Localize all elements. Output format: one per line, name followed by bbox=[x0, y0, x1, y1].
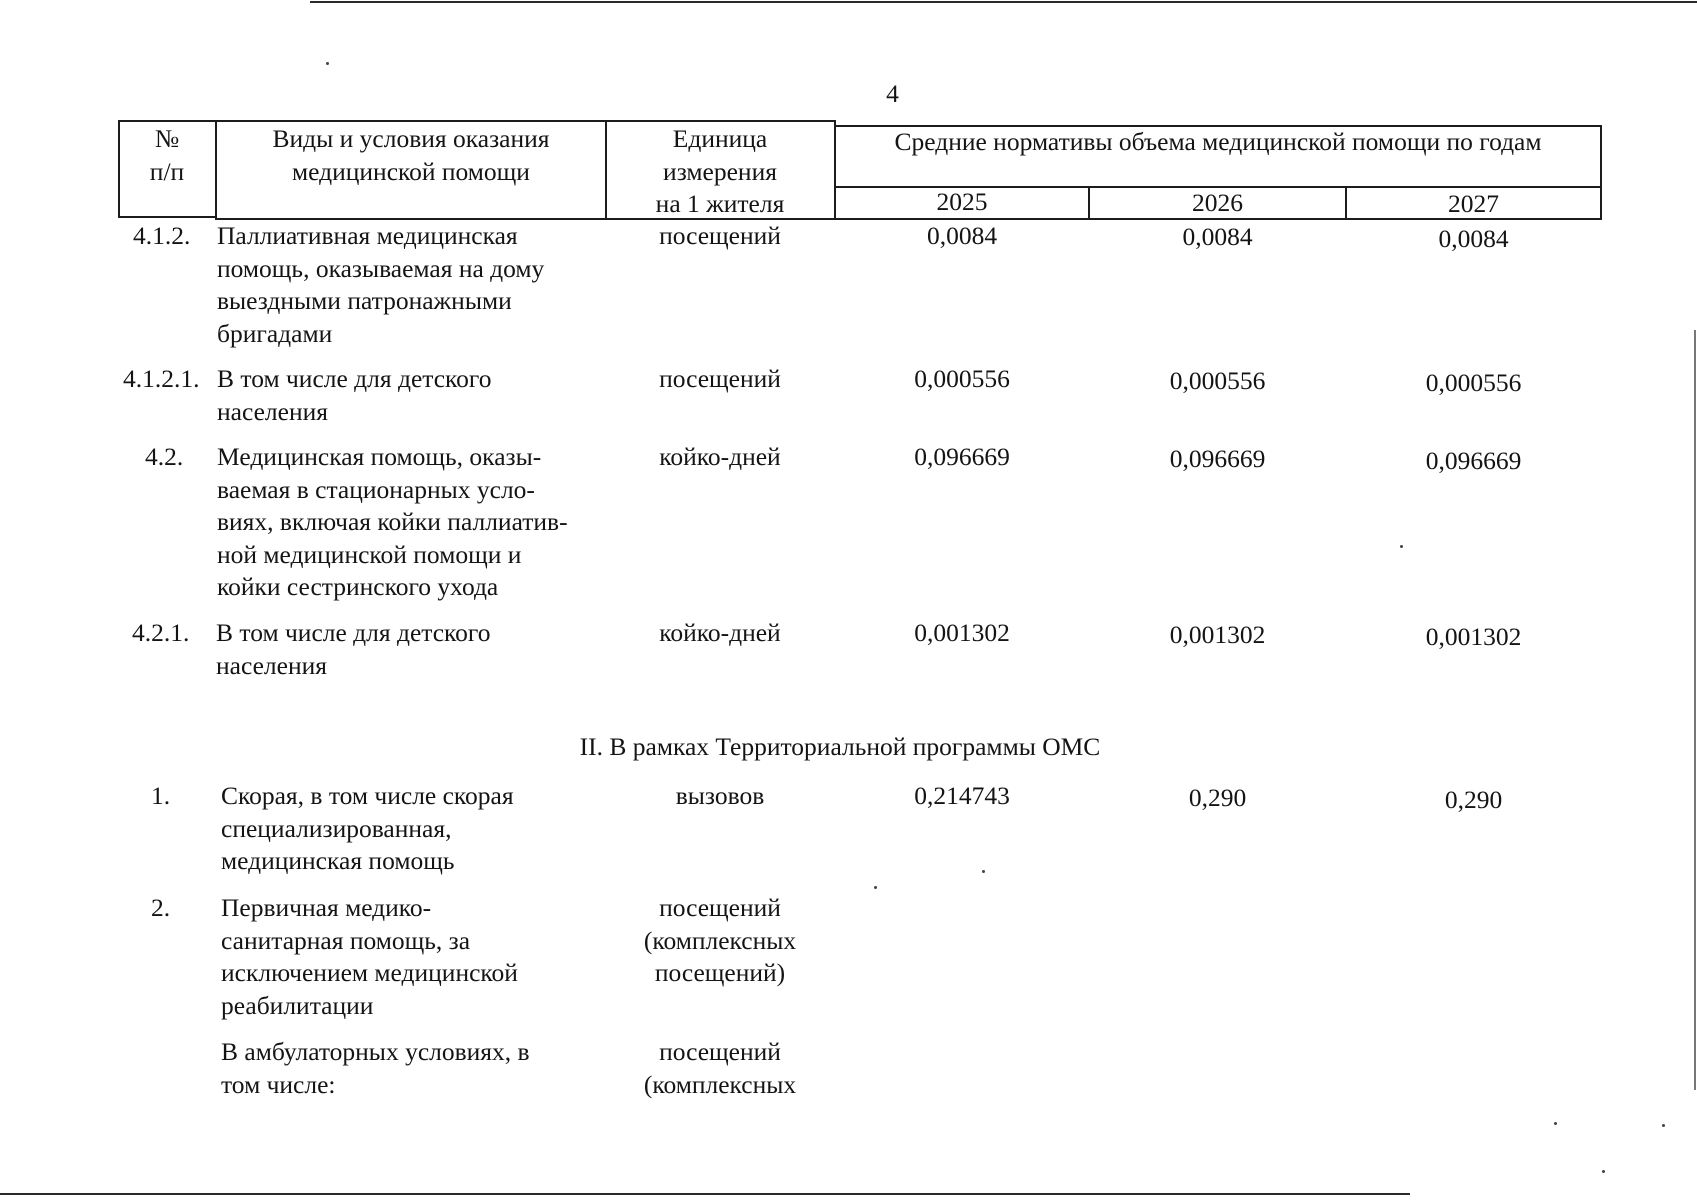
row-kind: Медицинская помощь, оказы- ваемая в стационарных усло- виях, включая койки паллиатив- ной медицинской помощи и койки сестринского ухода bbox=[217, 442, 568, 601]
row-value-2026: 0,290 bbox=[1188, 783, 1247, 812]
header-year-2026: 2026 bbox=[1192, 188, 1243, 217]
row-unit: койко-дней bbox=[659, 442, 781, 471]
row-num: 1. bbox=[151, 781, 171, 810]
row-kind: Паллиативная медицинская помощь, оказываемая на дому выездными патронажными бригадами bbox=[217, 221, 545, 348]
header-year-2025: 2025 bbox=[936, 187, 988, 216]
header-years-group: Средние нормативы объема медицинской помощи по годам bbox=[894, 127, 1542, 156]
row-value-2027: 0,290 bbox=[1444, 785, 1503, 814]
row-unit: посещений bbox=[659, 221, 781, 250]
row-num: 4.2.1. bbox=[132, 618, 190, 647]
header-kind: Виды и условия оказания медицинской помощи bbox=[272, 124, 550, 186]
row-value-2026: 0,000556 bbox=[1169, 366, 1266, 395]
header-top-border bbox=[118, 120, 835, 122]
header-border-right bbox=[1600, 125, 1602, 220]
row-num: 4.2. bbox=[145, 442, 184, 471]
row-unit: посещений (комплексных посещений) bbox=[643, 893, 797, 987]
scan-speck bbox=[874, 886, 877, 889]
header-year-2027: 2027 bbox=[1448, 189, 1499, 218]
row-unit: койко-дней bbox=[659, 618, 781, 647]
row-value-2025: 0,214743 bbox=[914, 781, 1010, 810]
row-kind: В том числе для детского населения bbox=[217, 364, 492, 426]
row-value-2025: 0,096669 bbox=[914, 442, 1010, 471]
scan-speck bbox=[1554, 1122, 1557, 1125]
row-kind: Скорая, в том числе скорая специализированная, медицинская помощь bbox=[221, 781, 514, 875]
row-value-2027: 0,000556 bbox=[1425, 368, 1522, 397]
row-unit: посещений (комплексных bbox=[643, 1037, 797, 1099]
header-border-num bbox=[215, 120, 217, 220]
row-kind: В том числе для детского населения bbox=[216, 618, 491, 680]
header-num: № п/п bbox=[149, 124, 185, 186]
scan-speck bbox=[1602, 1170, 1605, 1173]
scan-speck bbox=[982, 870, 985, 873]
row-value-2025: 0,000556 bbox=[914, 364, 1010, 393]
row-value-2026: 0,096669 bbox=[1169, 444, 1266, 473]
row-value-2025: 0,001302 bbox=[914, 618, 1010, 647]
row-kind: Первичная медико- санитарная помощь, за исключением медицинской реабилитации bbox=[221, 893, 518, 1020]
row-num: 4.1.2. bbox=[133, 221, 191, 250]
row-value-2027: 0,096669 bbox=[1425, 446, 1522, 475]
scan-border-bottom bbox=[0, 1193, 1410, 1195]
scan-border-top bbox=[310, 1, 1697, 3]
row-unit: вызовов bbox=[675, 781, 765, 810]
row-value-2027: 0,0084 bbox=[1438, 224, 1509, 253]
scan-speck bbox=[1400, 545, 1403, 548]
header-unit: Единица измерения на 1 жителя bbox=[655, 124, 785, 218]
row-num: 2. bbox=[151, 893, 171, 922]
row-value-2026: 0,001302 bbox=[1169, 620, 1266, 649]
row-value-2026: 0,0084 bbox=[1182, 222, 1253, 251]
page-number: 4 bbox=[886, 79, 899, 108]
section-title: II. В рамках Территориальной программы ОМС bbox=[579, 732, 1101, 761]
scan-speck bbox=[326, 62, 329, 65]
scan-speck bbox=[1662, 1124, 1665, 1127]
row-unit: посещений bbox=[659, 364, 781, 393]
scan-border-right bbox=[1694, 330, 1696, 1090]
row-kind: В амбулаторных условиях, в том числе: bbox=[221, 1037, 530, 1099]
row-value-2025: 0,0084 bbox=[926, 221, 998, 250]
header-bottom-border-num bbox=[118, 216, 216, 218]
row-num: 4.1.2.1. bbox=[123, 364, 200, 393]
row-value-2027: 0,001302 bbox=[1425, 622, 1522, 651]
